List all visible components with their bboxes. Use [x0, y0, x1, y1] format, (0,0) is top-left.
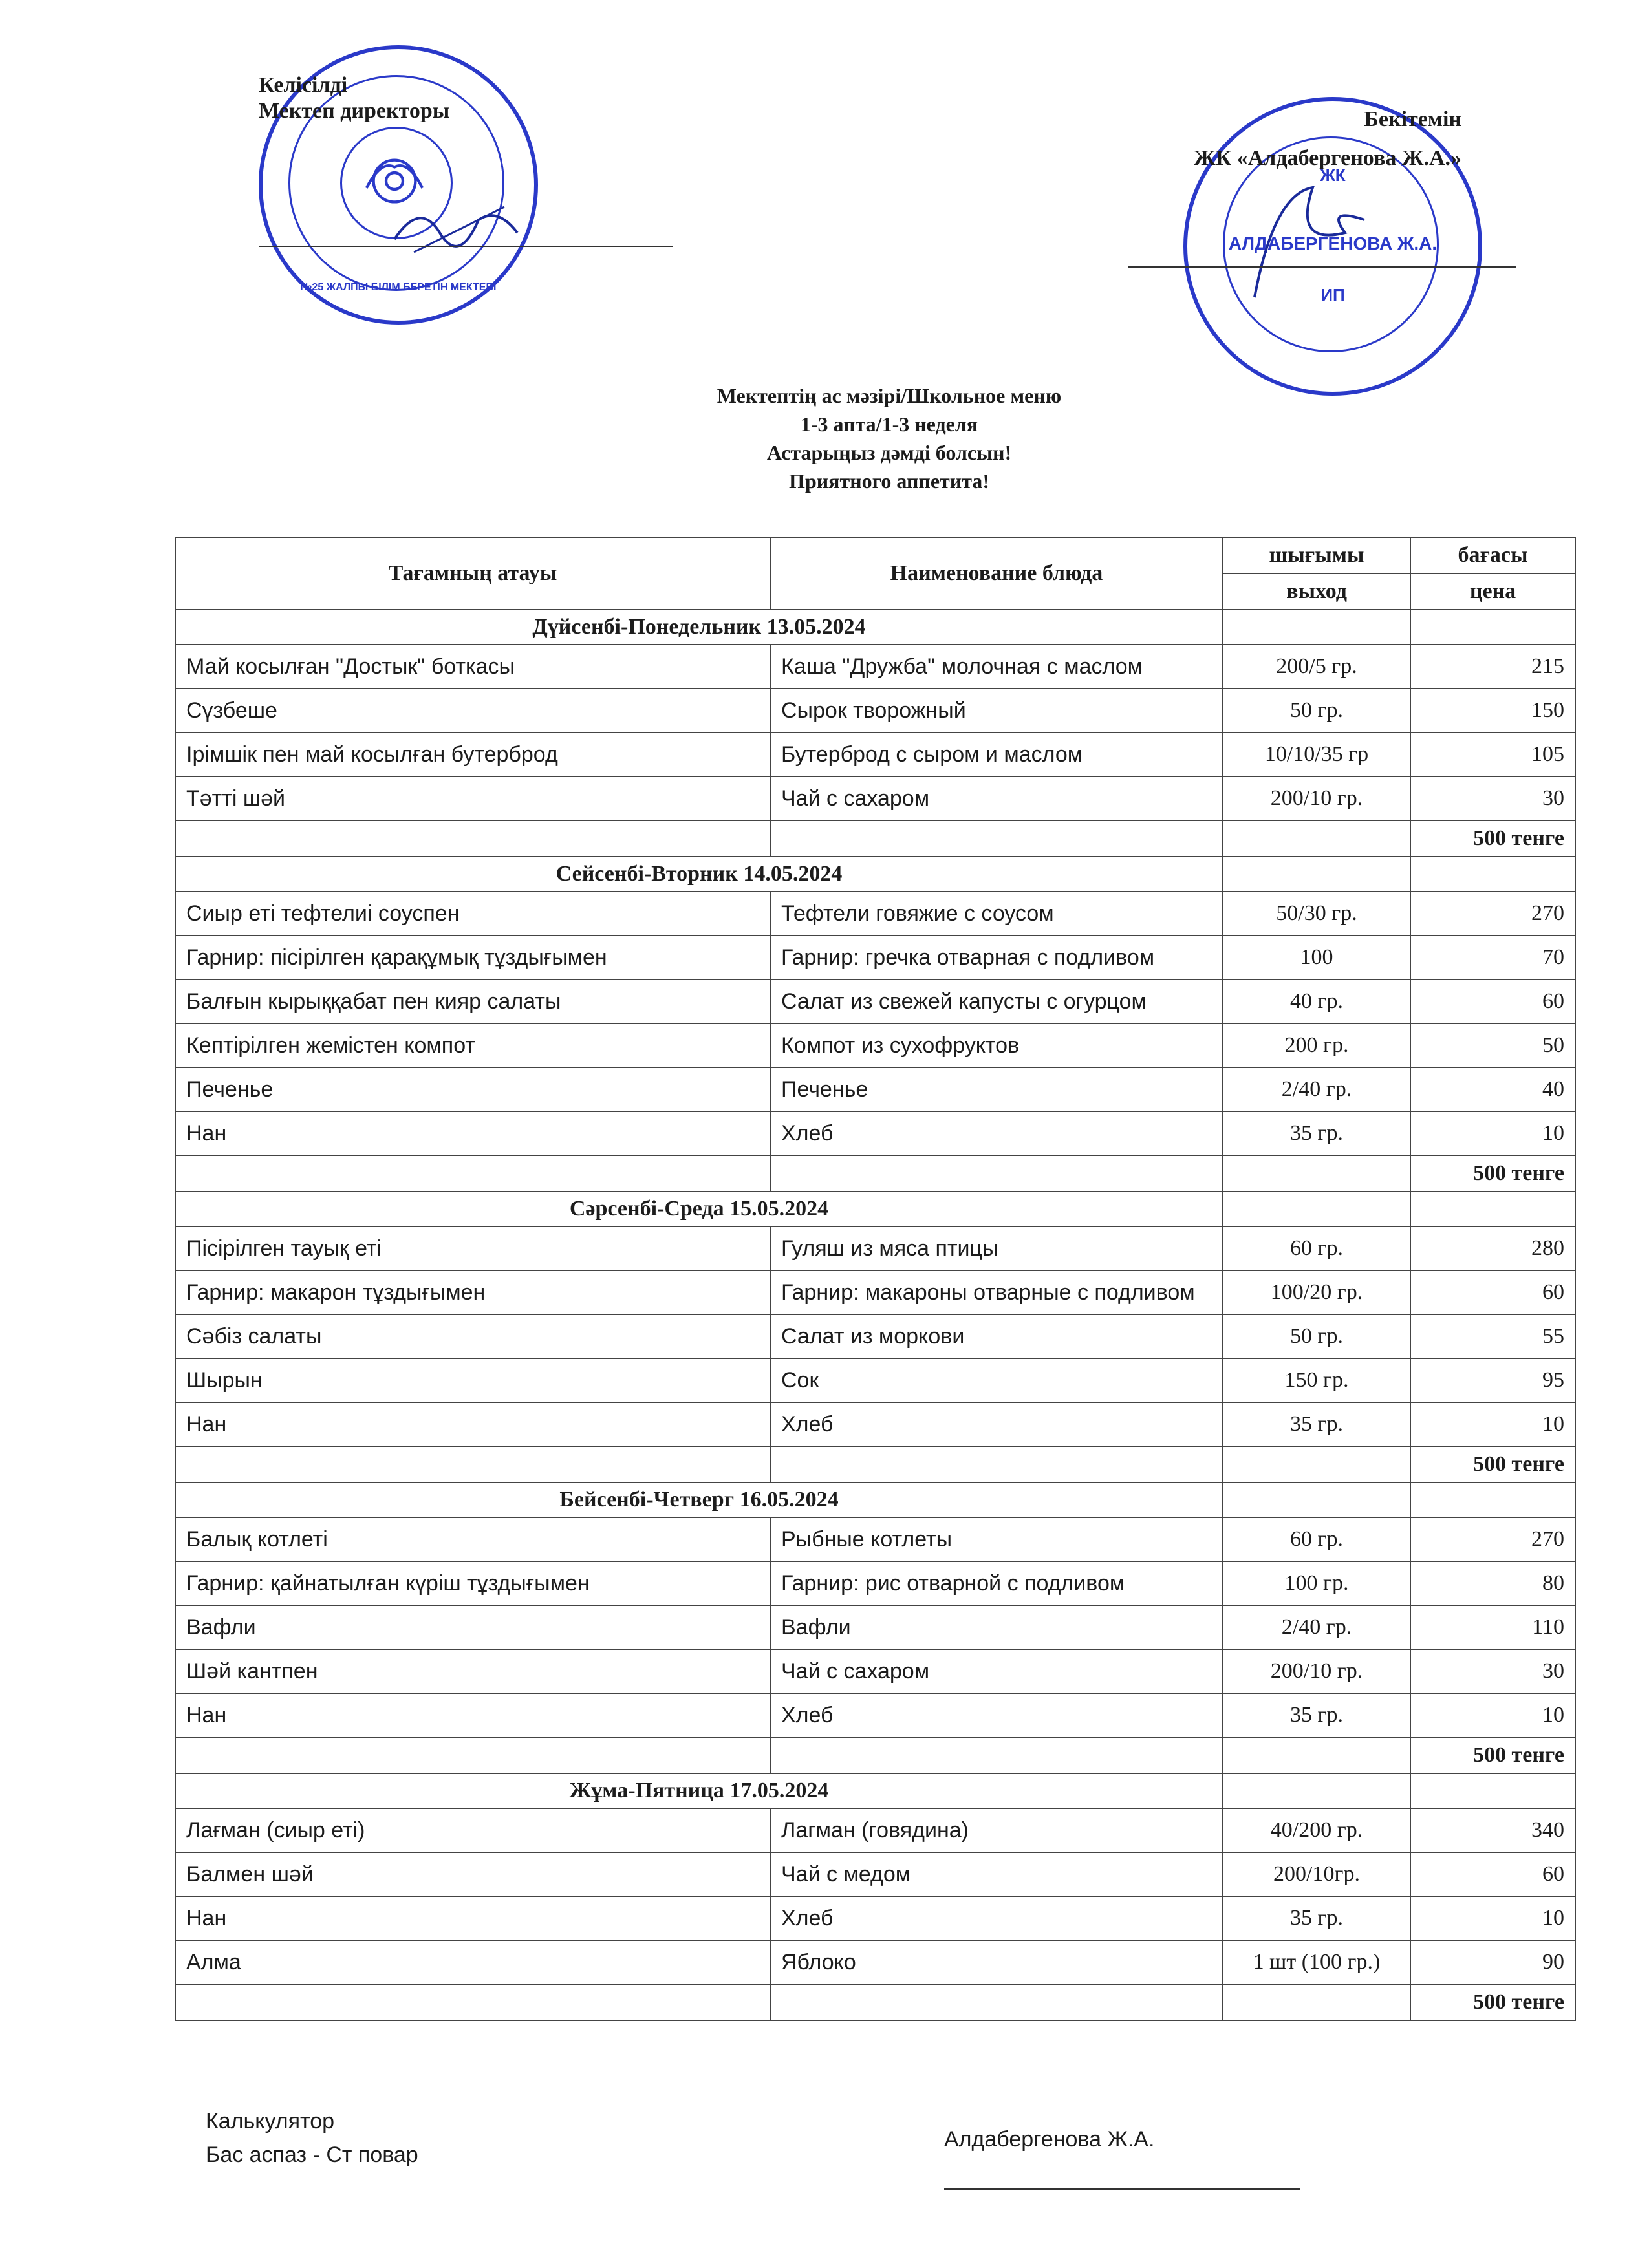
- agreed-label: Келісілді: [259, 73, 348, 97]
- table-row: [175, 1067, 1575, 1111]
- table-row: [175, 979, 1575, 1023]
- total-empty: [175, 1737, 770, 1773]
- dish-name-kz: Печенье: [175, 1067, 770, 1111]
- dish-price: 55: [1410, 1314, 1575, 1358]
- dish-name-ru: Хлеб: [770, 1402, 1223, 1446]
- total-row: [175, 1446, 1575, 1482]
- table-row: [175, 936, 1575, 979]
- total-row: [175, 820, 1575, 857]
- day-title: Бейсенбі-Четверг 16.05.2024: [175, 1482, 1223, 1517]
- signature-line-right: [1128, 266, 1516, 268]
- dish-name-ru: Компот из сухофруктов: [770, 1023, 1223, 1067]
- table-row: [175, 1402, 1575, 1446]
- dish-name-kz: Шырын: [175, 1358, 770, 1402]
- portion-output: 200/10гр.: [1223, 1852, 1410, 1896]
- dish-name-kz: Кептірілген жемістен компот: [175, 1023, 770, 1067]
- table-row: [175, 733, 1575, 776]
- portion-output: 200 гр.: [1223, 1023, 1410, 1067]
- total-empty: [1223, 820, 1410, 857]
- dish-price: 340: [1410, 1808, 1575, 1852]
- day-header-row: [175, 1482, 1575, 1517]
- portion-output: 35 гр.: [1223, 1402, 1410, 1446]
- total-empty: [175, 1446, 770, 1482]
- table-row: [175, 1649, 1575, 1693]
- table-row: [175, 892, 1575, 936]
- total-empty: [770, 1446, 1223, 1482]
- total-row: [175, 1984, 1575, 2020]
- total-row: [175, 1737, 1575, 1773]
- dish-name-ru: Яблоко: [770, 1940, 1223, 1984]
- dish-name-ru: Хлеб: [770, 1111, 1223, 1155]
- signature-right: [1216, 168, 1371, 310]
- signature-line-left: [259, 246, 673, 247]
- day-title: Дүйсенбі-Понедельник 13.05.2024: [175, 610, 1223, 645]
- dish-name-kz: Сәбіз салаты: [175, 1314, 770, 1358]
- dish-name-ru: Хлеб: [770, 1896, 1223, 1940]
- total-empty: [175, 820, 770, 857]
- approve-label: Бекітемін: [1364, 107, 1461, 131]
- day-header-empty: [1223, 1192, 1410, 1226]
- dish-name-kz: Май косылған "Достык" боткасы: [175, 645, 770, 689]
- table-row: [175, 1561, 1575, 1605]
- dish-price: 10: [1410, 1402, 1575, 1446]
- day-header-empty: [1223, 857, 1410, 892]
- dish-name-ru: Сырок творожный: [770, 689, 1223, 733]
- director-label: Мектеп директоры: [259, 99, 450, 123]
- footer-left: [206, 2104, 418, 2172]
- total-empty: [1223, 1737, 1410, 1773]
- portion-output: 50 гр.: [1223, 1314, 1410, 1358]
- dish-name-kz: Балмен шәй: [175, 1852, 770, 1896]
- dish-price: 270: [1410, 892, 1575, 936]
- dish-name-kz: Нан: [175, 1693, 770, 1737]
- dish-price: 90: [1410, 1940, 1575, 1984]
- entrepreneur-label: ЖК «Алдабергенова Ж.А.»: [1193, 146, 1461, 170]
- dish-price: 95: [1410, 1358, 1575, 1402]
- portion-output: 150 гр.: [1223, 1358, 1410, 1402]
- table-row: [175, 1852, 1575, 1896]
- dish-price: 30: [1410, 776, 1575, 820]
- day-title: Сәрсенбі-Среда 15.05.2024: [175, 1192, 1223, 1226]
- table-row: [175, 1270, 1575, 1314]
- total-empty: [1223, 1446, 1410, 1482]
- footer-signature-line: [944, 2188, 1300, 2190]
- day-header-row: [175, 610, 1575, 645]
- portion-output: 200/5 гр.: [1223, 645, 1410, 689]
- table-row: [175, 1693, 1575, 1737]
- portion-output: 40/200 гр.: [1223, 1808, 1410, 1852]
- day-header-empty: [1223, 1773, 1410, 1808]
- day-header-empty: [1410, 857, 1575, 892]
- portion-output: 200/10 гр.: [1223, 1649, 1410, 1693]
- dish-price: 60: [1410, 979, 1575, 1023]
- total-empty: [1223, 1155, 1410, 1192]
- day-total: 500 тенге: [1410, 1446, 1575, 1482]
- dish-name-kz: Сүзбеше: [175, 689, 770, 733]
- dish-name-ru: Гарнир: рис отварной с подливом: [770, 1561, 1223, 1605]
- day-header-row: [175, 1192, 1575, 1226]
- dish-name-ru: Тефтели говяжие с соусом: [770, 892, 1223, 936]
- day-header-empty: [1410, 1192, 1575, 1226]
- dish-price: 10: [1410, 1693, 1575, 1737]
- dish-name-ru: Чай с сахаром: [770, 1649, 1223, 1693]
- dish-name-kz: Алма: [175, 1940, 770, 1984]
- dish-name-kz: Нан: [175, 1111, 770, 1155]
- signature-left: [388, 194, 530, 265]
- dish-price: 40: [1410, 1067, 1575, 1111]
- table-row: [175, 1517, 1575, 1561]
- day-total: 500 тенге: [1410, 1984, 1575, 2020]
- total-empty: [1223, 1984, 1410, 2020]
- dish-name-ru: Салат из моркови: [770, 1314, 1223, 1358]
- dish-name-ru: Чай с сахаром: [770, 776, 1223, 820]
- dish-price: 50: [1410, 1023, 1575, 1067]
- approval-right: [1099, 100, 1461, 178]
- dish-name-kz: Нан: [175, 1896, 770, 1940]
- col-header-price-ru: цена: [1410, 573, 1575, 610]
- dish-name-kz: Гарнир: қайнатылған күріш тұздығымен: [175, 1561, 770, 1605]
- dish-name-kz: Тәтті шәй: [175, 776, 770, 820]
- dish-name-kz: Шәй кантпен: [175, 1649, 770, 1693]
- day-header-row: [175, 857, 1575, 892]
- dish-name-ru: Сок: [770, 1358, 1223, 1402]
- footer-name: Алдабергенова Ж.А.: [944, 2127, 1155, 2152]
- dish-price: 70: [1410, 936, 1575, 979]
- day-header-empty: [1410, 1482, 1575, 1517]
- portion-output: 60 гр.: [1223, 1517, 1410, 1561]
- portion-output: 35 гр.: [1223, 1896, 1410, 1940]
- dish-name-ru: Вафли: [770, 1605, 1223, 1649]
- dish-price: 105: [1410, 733, 1575, 776]
- col-header-out-ru: выход: [1223, 573, 1410, 610]
- dish-price: 60: [1410, 1270, 1575, 1314]
- approval-left: [259, 72, 449, 124]
- stamp-top-text: ЖК: [1320, 166, 1346, 185]
- portion-output: 40 гр.: [1223, 979, 1410, 1023]
- table-row: [175, 645, 1575, 689]
- dish-name-kz: Балық котлеті: [175, 1517, 770, 1561]
- day-header-row: [175, 1773, 1575, 1808]
- portion-output: 100: [1223, 936, 1410, 979]
- portion-output: 50/30 гр.: [1223, 892, 1410, 936]
- dish-price: 30: [1410, 1649, 1575, 1693]
- portion-output: 60 гр.: [1223, 1226, 1410, 1270]
- calculator-label: Калькулятор: [206, 2109, 335, 2134]
- table-row: [175, 1314, 1575, 1358]
- total-empty: [770, 1737, 1223, 1773]
- total-empty: [175, 1155, 770, 1192]
- portion-output: 35 гр.: [1223, 1693, 1410, 1737]
- dish-name-kz: Гарнир: пісірілген қарақұмық тұздығымен: [175, 936, 770, 979]
- dish-name-ru: Бутерброд с сыром и маслом: [770, 733, 1223, 776]
- dish-name-kz: Балғын кырыққабат пен кияр салаты: [175, 979, 770, 1023]
- col-header-price-kz: бағасы: [1410, 537, 1575, 573]
- total-empty: [175, 1984, 770, 2020]
- col-header-out-kz: шығымы: [1223, 537, 1410, 573]
- table-row: [175, 1023, 1575, 1067]
- stamp-name-text: АЛДАБЕРГЕНОВА Ж.А.: [1228, 233, 1438, 253]
- dish-name-ru: Лагман (говядина): [770, 1808, 1223, 1852]
- table-row: [175, 776, 1575, 820]
- title-line-3: Астарыңыз дәмді болсын!: [766, 441, 1012, 464]
- portion-output: 100/20 гр.: [1223, 1270, 1410, 1314]
- dish-name-kz: Ірімшік пен май косылған бутерброд: [175, 733, 770, 776]
- total-empty: [770, 820, 1223, 857]
- chef-label: Бас аспаз - Ст повар: [206, 2143, 418, 2167]
- table-row: [175, 689, 1575, 733]
- dish-name-ru: Салат из свежей капусты с огурцом: [770, 979, 1223, 1023]
- dish-price: 60: [1410, 1852, 1575, 1896]
- portion-output: 2/40 гр.: [1223, 1605, 1410, 1649]
- dish-price: 150: [1410, 689, 1575, 733]
- dish-price: 280: [1410, 1226, 1575, 1270]
- table-row: [175, 1226, 1575, 1270]
- dish-name-ru: Чай с медом: [770, 1852, 1223, 1896]
- total-empty: [770, 1984, 1223, 2020]
- stamp-bottom-text: ИП: [1320, 285, 1345, 305]
- day-title: Жұма-Пятница 17.05.2024: [175, 1773, 1223, 1808]
- stamp-text: №25 ЖАЛПЫ БІЛІМ БЕРЕТІН МЕКТЕБІ: [300, 282, 497, 293]
- total-row: [175, 1155, 1575, 1192]
- dish-price: 110: [1410, 1605, 1575, 1649]
- dish-price: 10: [1410, 1111, 1575, 1155]
- portion-output: 100 гр.: [1223, 1561, 1410, 1605]
- portion-output: 2/40 гр.: [1223, 1067, 1410, 1111]
- dish-price: 270: [1410, 1517, 1575, 1561]
- table-header-row: [175, 537, 1575, 573]
- day-title: Сейсенбі-Вторник 14.05.2024: [175, 857, 1223, 892]
- col-header-ru: Наименование блюда: [770, 537, 1223, 610]
- dish-price: 80: [1410, 1561, 1575, 1605]
- day-total: 500 тенге: [1410, 820, 1575, 857]
- day-header-empty: [1223, 610, 1410, 645]
- title-line-2: 1-3 апта/1-3 неделя: [800, 412, 978, 436]
- table-row: [175, 1605, 1575, 1649]
- dish-name-ru: Хлеб: [770, 1693, 1223, 1737]
- table-row: [175, 1358, 1575, 1402]
- dish-name-ru: Гарнир: макароны отварные с подливом: [770, 1270, 1223, 1314]
- dish-price: 10: [1410, 1896, 1575, 1940]
- total-empty: [770, 1155, 1223, 1192]
- dish-name-kz: Лағман (сиыр еті): [175, 1808, 770, 1852]
- table-row: [175, 1896, 1575, 1940]
- dish-name-ru: Гарнир: гречка отварная с подливом: [770, 936, 1223, 979]
- menu-title: [0, 381, 1649, 495]
- dish-name-ru: Каша "Дружба" молочная с маслом: [770, 645, 1223, 689]
- portion-output: 1 шт (100 гр.): [1223, 1940, 1410, 1984]
- col-header-kz: Тағамның атауы: [175, 537, 770, 610]
- portion-output: 35 гр.: [1223, 1111, 1410, 1155]
- dish-name-kz: Нан: [175, 1402, 770, 1446]
- portion-output: 50 гр.: [1223, 689, 1410, 733]
- dish-name-ru: Гуляш из мяса птицы: [770, 1226, 1223, 1270]
- portion-output: 10/10/35 гр: [1223, 733, 1410, 776]
- dish-name-kz: Пісірілген тауық еті: [175, 1226, 770, 1270]
- menu-table: [175, 537, 1576, 2021]
- day-total: 500 тенге: [1410, 1737, 1575, 1773]
- title-line-1: Мектептің ас мәзірі/Школьное меню: [717, 384, 1062, 407]
- portion-output: 200/10 гр.: [1223, 776, 1410, 820]
- table-row: [175, 1111, 1575, 1155]
- day-total: 500 тенге: [1410, 1155, 1575, 1192]
- table-row: [175, 1808, 1575, 1852]
- day-header-empty: [1410, 610, 1575, 645]
- day-header-empty: [1410, 1773, 1575, 1808]
- dish-name-ru: Печенье: [770, 1067, 1223, 1111]
- title-line-4: Приятного аппетита!: [789, 469, 989, 493]
- dish-price: 215: [1410, 645, 1575, 689]
- day-header-empty: [1223, 1482, 1410, 1517]
- dish-name-kz: Гарнир: макарон тұздығымен: [175, 1270, 770, 1314]
- dish-name-kz: Вафли: [175, 1605, 770, 1649]
- table-row: [175, 1940, 1575, 1984]
- dish-name-kz: Сиыр еті тефтелиі соуспен: [175, 892, 770, 936]
- dish-name-ru: Рыбные котлеты: [770, 1517, 1223, 1561]
